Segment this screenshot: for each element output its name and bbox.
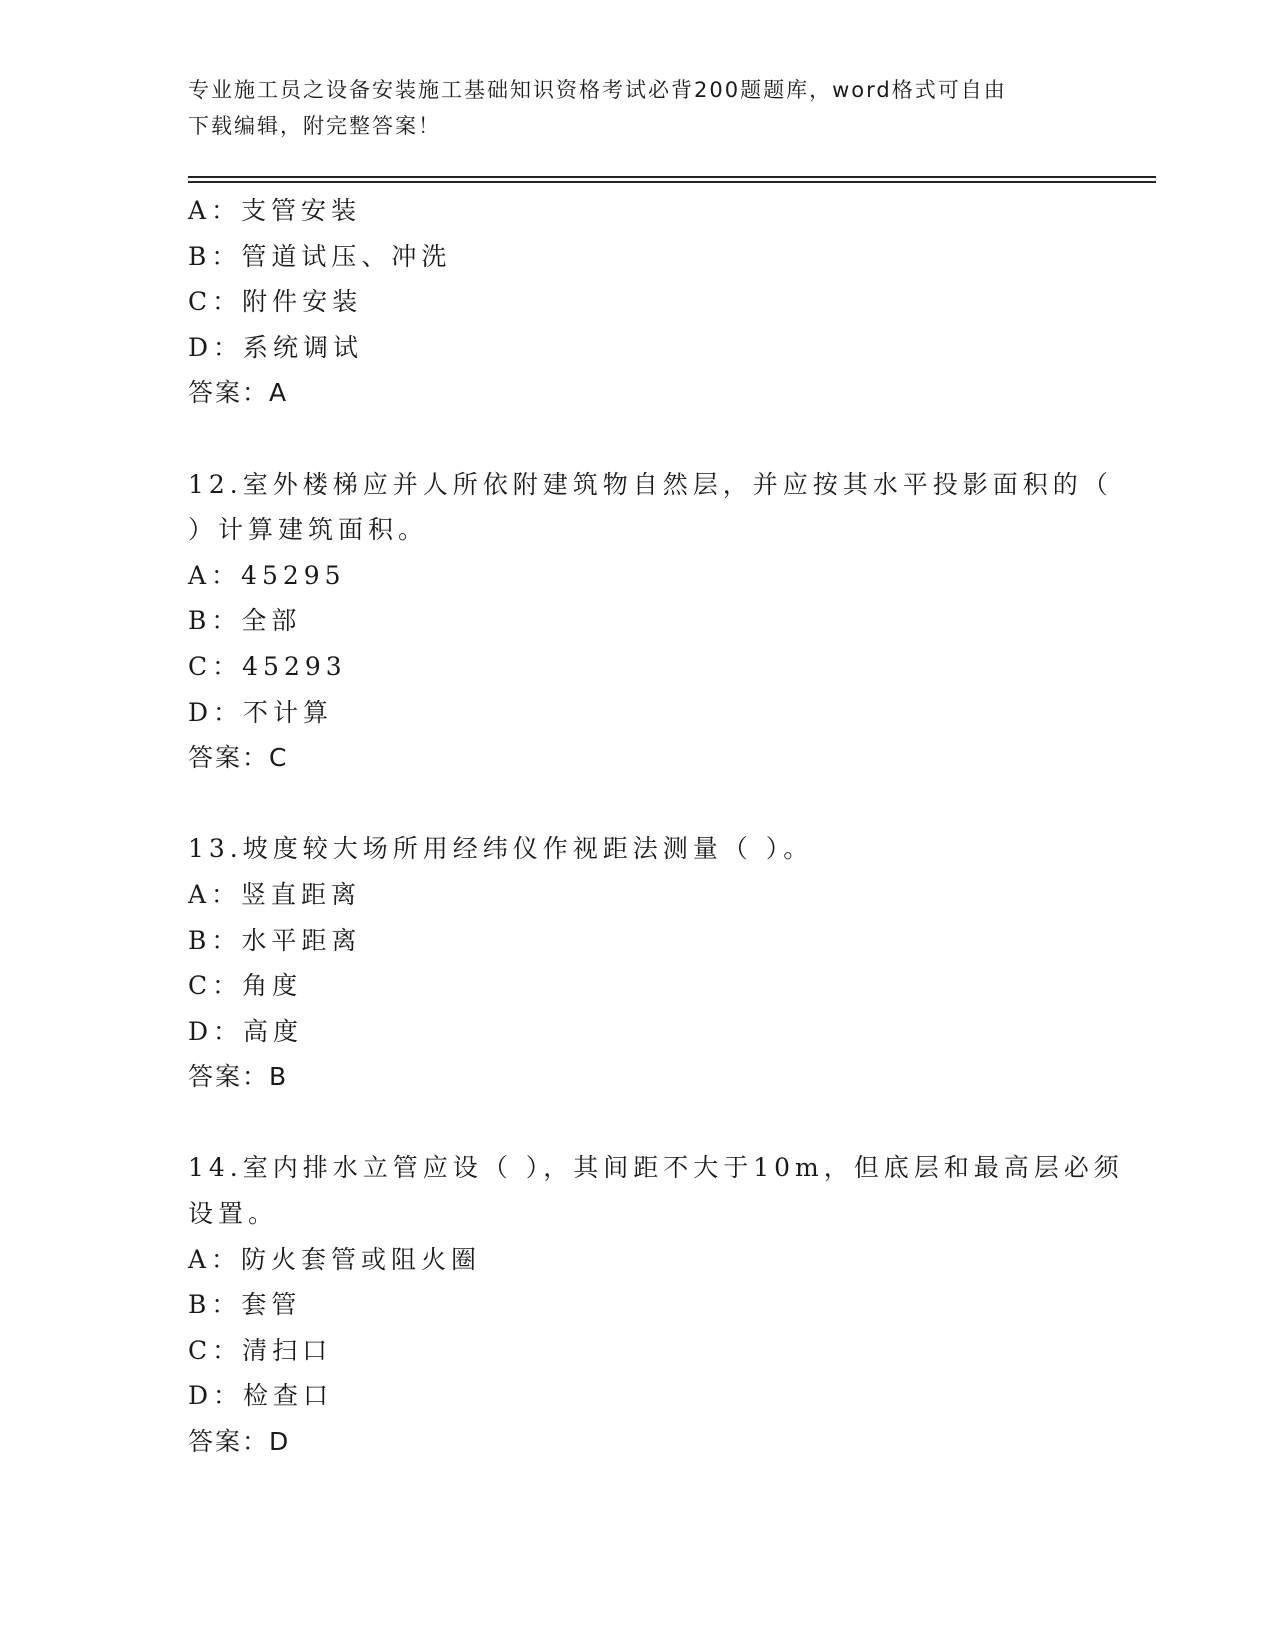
- answer: 答案：B: [188, 1062, 289, 1092]
- spacer: [188, 416, 1148, 462]
- option-d: D：不计算: [188, 697, 334, 727]
- document-header: [188, 72, 1088, 144]
- option-a: A：支管安装: [188, 196, 362, 225]
- header-divider-top: [188, 176, 1156, 178]
- spacer: [188, 1100, 1148, 1146]
- option-d: D：高度: [188, 1016, 304, 1046]
- option-b: B：水平距离: [188, 925, 362, 955]
- option-d: D：系统调试: [188, 332, 364, 362]
- option-a: A：防火套管或阻火圈: [188, 1244, 482, 1274]
- option-c: C：角度: [188, 971, 303, 1001]
- answer: 答案：A: [188, 378, 289, 408]
- option-d: D：检查口: [188, 1381, 334, 1411]
- option-c: C：清扫口: [188, 1335, 333, 1365]
- question-stem-line-1: 12.室外楼梯应并人所依附建筑物自然层，并应按其水平投影面积的（: [188, 469, 1113, 499]
- answer: 答案：C: [188, 743, 289, 773]
- option-c: C：45293: [188, 651, 347, 681]
- option-b: B：全部: [188, 606, 302, 636]
- question-stem-line-2: 设置。: [188, 1199, 279, 1229]
- question-list: [188, 188, 1148, 1465]
- question-14: [188, 1145, 1148, 1464]
- question-stem-line-2: ）计算建筑面积。: [188, 515, 429, 545]
- header-line-2: 下载编辑，附完整答案！: [188, 114, 441, 138]
- header-divider-bottom: [188, 181, 1156, 183]
- question-stem-line-1: 14.室内排水立管应设（ ），其间距不大于10m，但底层和最高层必须: [188, 1153, 1124, 1183]
- question-13: [188, 826, 1148, 1100]
- header-line-1: 专业施工员之设备安装施工基础知识资格考试必背200题题库，word格式可自由: [188, 78, 1007, 102]
- option-b: B：管道试压、冲洗: [188, 241, 452, 271]
- option-a: A：竖直距离: [188, 879, 362, 909]
- option-a: A：45295: [188, 560, 346, 590]
- option-b: B：套管: [188, 1290, 302, 1320]
- question-12: [188, 462, 1148, 781]
- spacer: [188, 781, 1148, 827]
- question-11: [188, 188, 1148, 416]
- question-stem-line-1: 13.坡度较大场所用经纬仪作视距法测量（ ）。: [188, 834, 814, 864]
- option-c: C：附件安装: [188, 287, 363, 317]
- answer: 答案：D: [188, 1427, 291, 1457]
